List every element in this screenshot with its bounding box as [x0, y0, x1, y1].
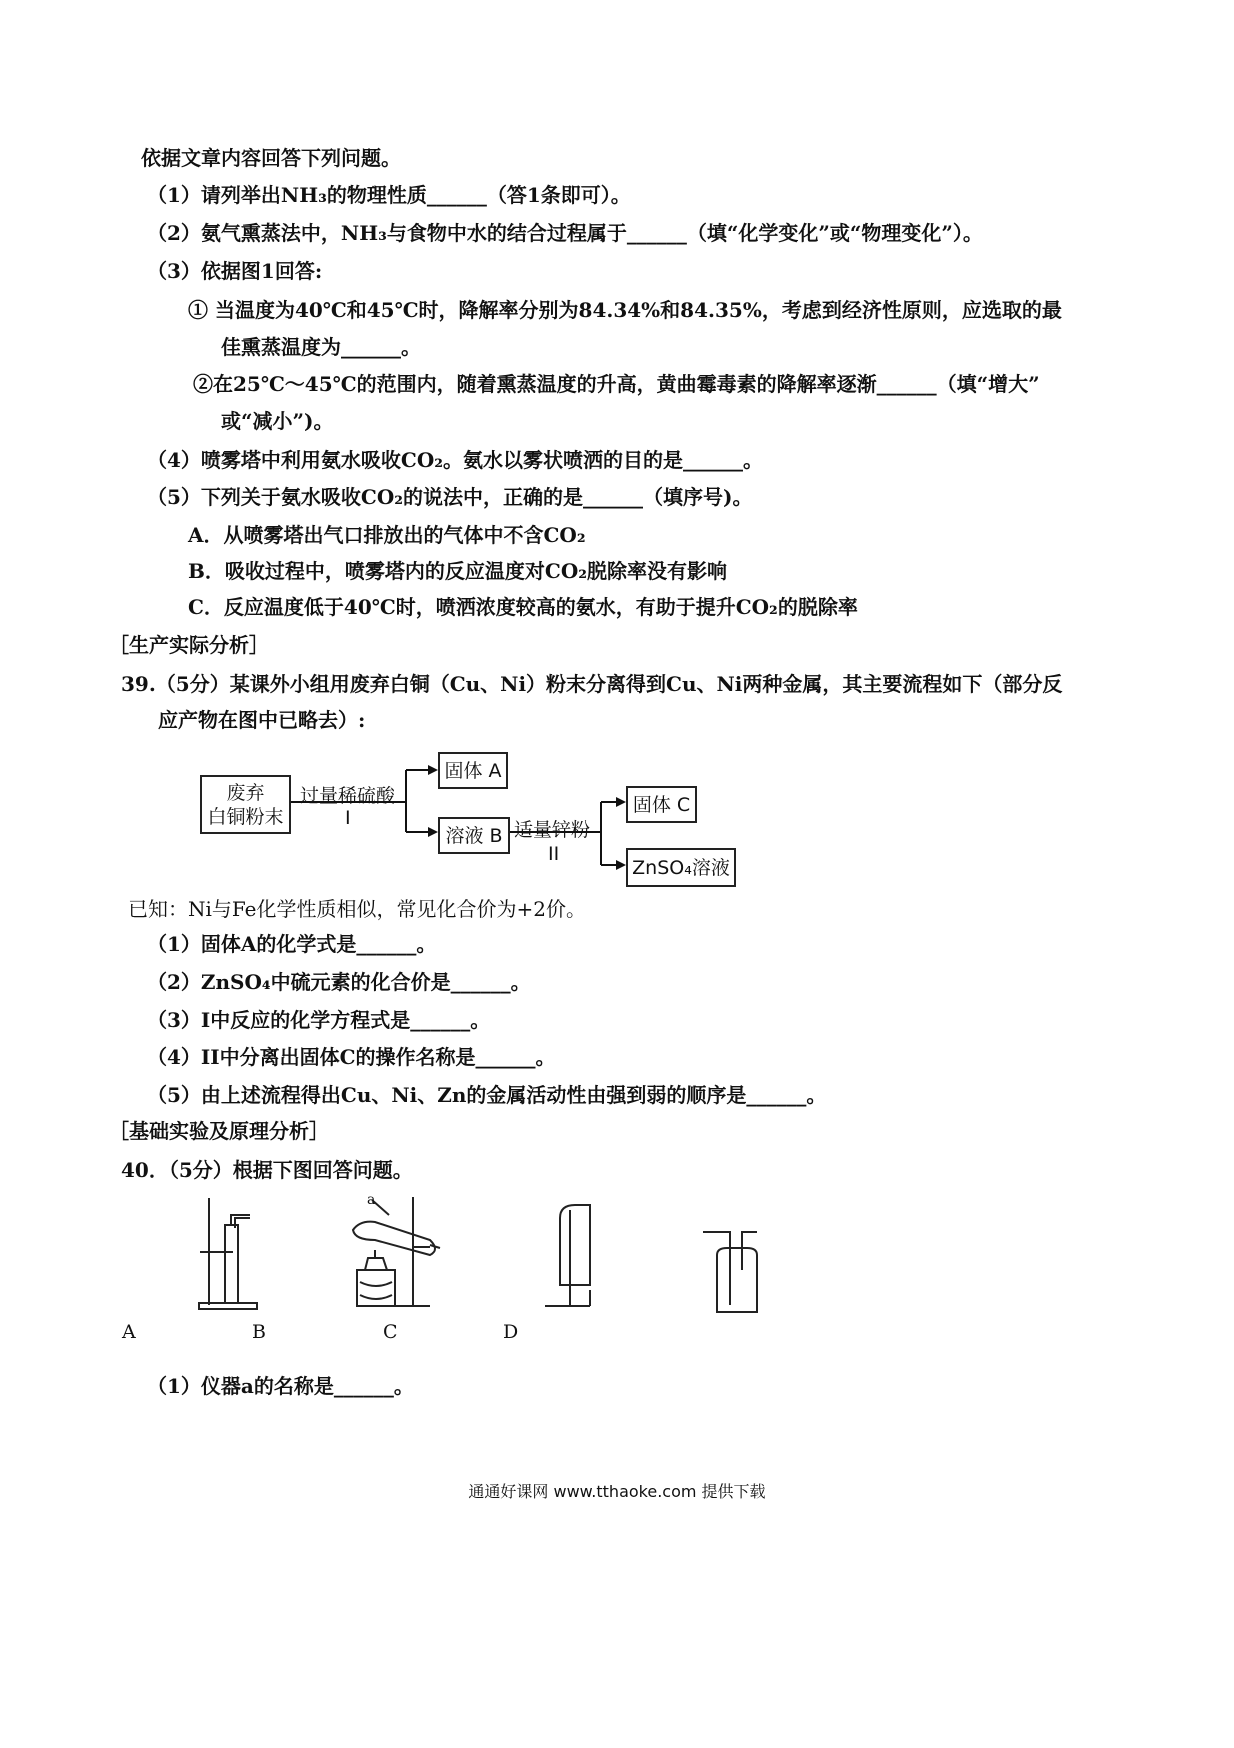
question-40-1: （1）仪器a的名称是______。 [147, 1374, 414, 1398]
flow-solid-a-box: 固体 A [438, 752, 508, 789]
option-c: C．反应温度低于40℃时，喷洒浓度较高的氨水，有助于提升CO₂的脱除率 [188, 595, 858, 619]
intro-text: 依据文章内容回答下列问题。 [141, 146, 401, 170]
flow-reagent-1: 过量稀硫酸 [300, 785, 396, 807]
page-footer: 通通好课网 www.tthaoke.com 提供下载 [468, 1482, 766, 1501]
apparatus-a-drawing [199, 1198, 257, 1309]
section-heading-experiment: ［基础实验及原理分析］ [109, 1119, 329, 1143]
flow-solid-c-box: 固体 C [626, 786, 697, 823]
flow-start-line2: 白铜粉末 [207, 805, 284, 828]
option-b: B．吸收过程中，喷雾塔内的反应温度对CO₂脱除率没有影响 [188, 559, 728, 583]
apparatus-label-a: A [122, 1321, 136, 1343]
apparatus-c-drawing [353, 1197, 440, 1306]
apparatus-label-d: D [503, 1321, 519, 1343]
question-39-2: （2）ZnSO₄中硫元素的化合价是______。 [147, 970, 531, 994]
question-3-sub1-line2: 佳熏蒸温度为______。 [221, 335, 421, 359]
question-39-1: （1）固体A的化学式是______。 [147, 932, 437, 956]
question-3-sub1-line1: ① 当温度为40℃和45℃时，降解率分别为84.34%和84.35%，考虑到经济性原则，应选取的最 [188, 298, 1062, 322]
question-2: （2）氨气熏蒸法中，NH₃与食物中水的结合过程属于______（填“化学变化”或“物理变化”）。 [147, 221, 983, 245]
option-a: A．从喷雾塔出气口排放出的气体中不含CO₂ [188, 523, 586, 547]
question-39-line2: 应产物在图中已略去）: [158, 708, 366, 732]
flow-step-1: I [345, 807, 351, 829]
question-5: （5）下列关于氨水吸收CO₂的说法中，正确的是______（填序号)。 [147, 485, 753, 509]
question-3-sub2-line1: ②在25℃～45℃的范围内，随着熏蒸温度的升高，黄曲霉毒素的降解率逐渐______（填“增大” [193, 372, 1040, 396]
question-40: 40．（5分）根据下图回答问题。 [121, 1158, 413, 1182]
question-4: （4）喷雾塔中利用氨水吸收CO₂。氨水以雾状喷洒的目的是______。 [147, 448, 764, 472]
flow-znso4-box: ZnSO₄溶液 [626, 848, 736, 887]
apparatus-bottle-drawing [703, 1232, 757, 1312]
question-3-sub2-line2: 或“减小”)。 [221, 409, 334, 433]
apparatus-mark-a: a [367, 1192, 376, 1208]
known-note: 已知：Ni与Fe化学性质相似，常见化合价为+2价。 [128, 897, 586, 921]
question-3: （3）依据图1回答: [147, 259, 323, 283]
apparatus-label-c: C [383, 1321, 398, 1343]
section-heading-production: ［生产实际分析］ [109, 633, 269, 657]
apparatus-d-drawing [545, 1205, 590, 1306]
flow-solution-b-box: 溶液 B [438, 817, 510, 854]
flow-reagent-2: 适量锌粉 [514, 819, 591, 841]
question-39-line1: 39.（5分）某课外小组用废弃白铜（Cu、Ni）粉末分离得到Cu、Ni两种金属，其主要流程如下（部分反 [121, 672, 1063, 696]
question-39-4: （4）II中分离出固体C的操作名称是______。 [147, 1045, 556, 1069]
question-39-3: （3）I中反应的化学方程式是______。 [147, 1008, 491, 1032]
question-1: （1）请列举出NH₃的物理性质______（答1条即可）。 [147, 183, 631, 207]
apparatus-label-b: B [252, 1321, 266, 1343]
question-39-5: （5）由上述流程得出Cu、Ni、Zn的金属活动性由强到弱的顺序是______。 [147, 1083, 827, 1107]
flow-step-2: II [548, 843, 560, 865]
flow-start-line1: 废弃 [226, 781, 265, 804]
